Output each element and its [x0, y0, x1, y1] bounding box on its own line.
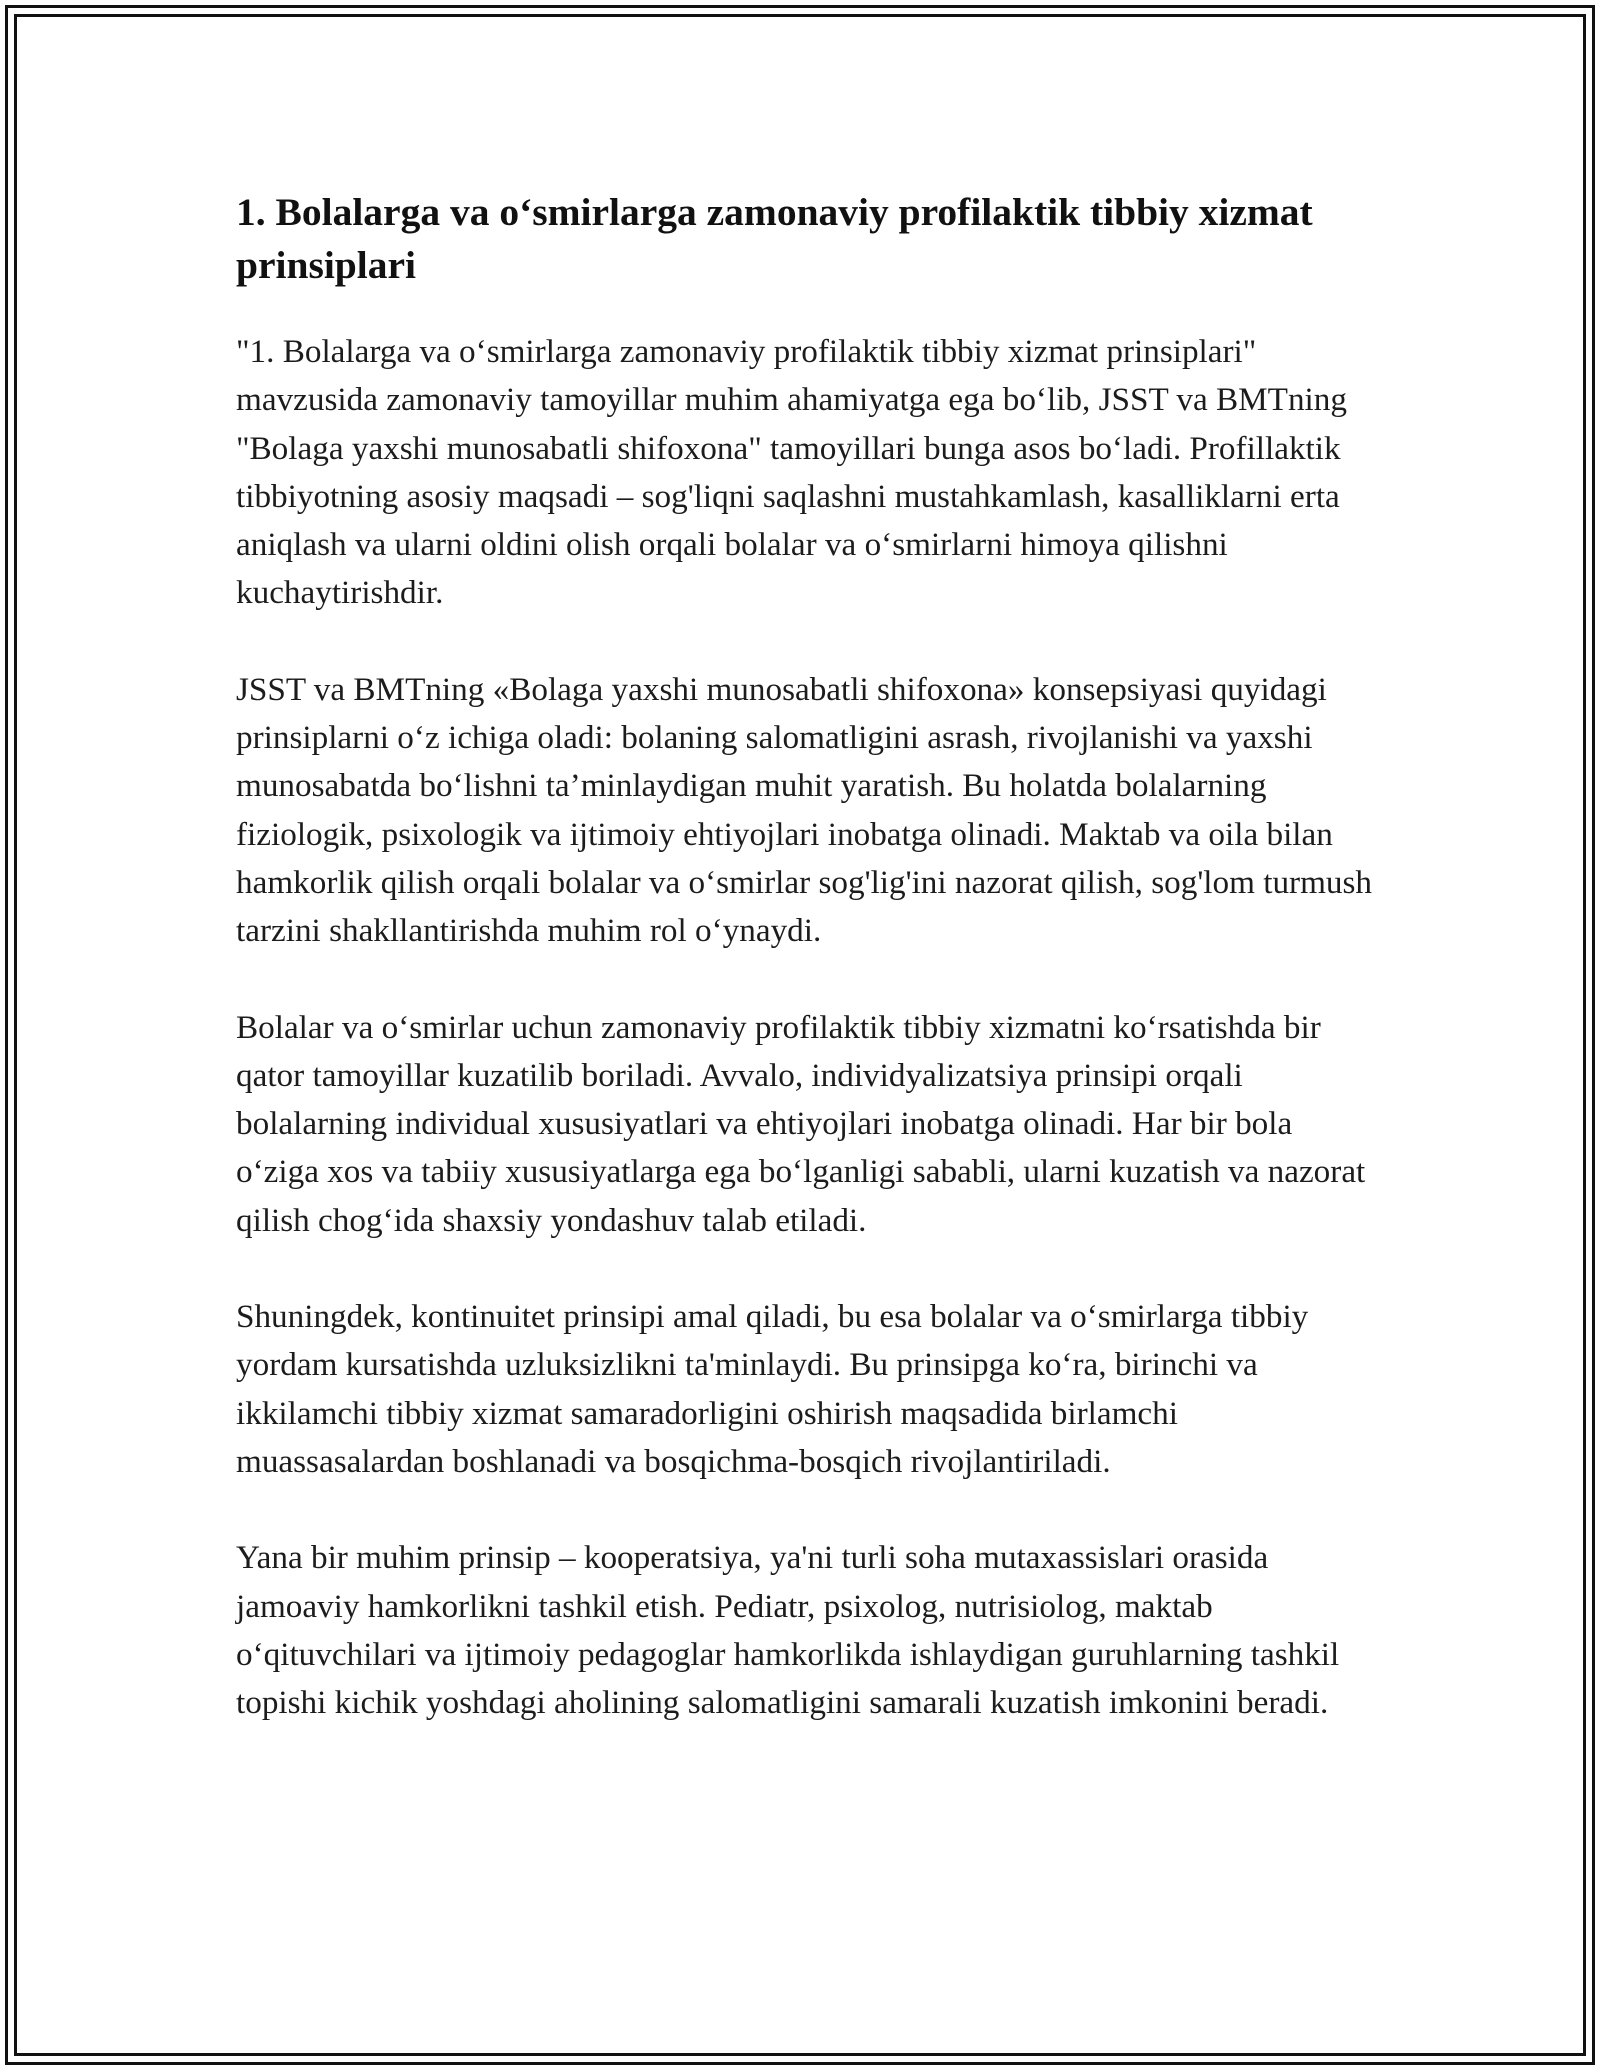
paragraph-individualization: Bolalar va o‘smirlar uchun zamonaviy profilaktik tibbiy xizmatni ko‘rsatishda bir qator tamoyillar kuzatilib boriladi. Avvalo, individyalizatsiya prinsipi orqali bolalarning individual xususiyatlari va ehtiyojlari inobatga olinadi. Har bir bola o‘ziga xos va tabiiy xususiyatlarga ega bo‘lganligi sababli, ularni kuzatish va nazorat qilish chog‘ida shaxsiy yondashuv talab etiladi. [236, 1008, 1366, 1239]
paragraph-cooperation: Yana bir muhim prinsip – kooperatsiya, ya'ni turli soha mutaxassislari orasida jamoaviy hamkorlikni tashkil etish. Pediatr, psixolog, nutrisiolog, maktab o‘qituvchilari va ijtimoiy pedagoglar hamkorlikda ishlaydigan guruhlarning tashkil topishi kichik yoshdagi aholining salomatligini samarali kuzatish imkonini beradi. [236, 1539, 1340, 1722]
document-title: 1. Bolalarga va o‘smirlarga zamonaviy profilaktik tibbiy xizmat prinsiplari [236, 190, 1313, 287]
document-page [236, 186, 1372, 1775]
paragraph-continuity: Shuningdek, kontinuitet prinsipi amal qiladi, bu esa bolalar va o‘smirlarga tibbiy yordam kursatishda uzluksizlikni ta'minlaydi. Bu prinsipga ko‘ra, birinchi va ikkilamchi tibbiy xizmat samaradorligini oshirish maqsadida birlamchi muassasalardan boshlanadi va bosqichma-bosqich rivojlantiriladi. [236, 1298, 1309, 1480]
paragraph-introduction: "1. Bolalarga va o‘smirlarga zamonaviy profilaktik tibbiy xizmat prinsiplari" mavzusida zamonaviy tamoyillar muhim ahamiyatga ega bo‘lib, JSST va BMTning "Bolaga yaxshi munosabatli shifoxona" tamoyillari bunga asos bo‘ladi. Profillaktik tibbiyotning asosiy maqsadi – sog'liqni saqlashni mustahkamlash, kasalliklarni erta aniqlash va ularni oldini olish orqali bolalar va o‘smirlarni himoya qilishni kuchaytirishdir. [236, 333, 1347, 612]
paragraph-concept: JSST va BMTning «Bolaga yaxshi munosabatli shifoxona» konsepsiyasi quyidagi prinsiplarni o‘z ichiga oladi: bolaning salomatligini asrash, rivojlanishi va yaxshi munosabatda bo‘lishni ta’minlaydigan muhit yaratish. Bu holatda bolalarning fiziologik, psixologik va ijtimoiy ehtiyojlari inobatga olinadi. Maktab va oila bilan hamkorlik qilish orqali bolalar va o‘smirlar sog'lig'ini nazorat qilish, sog'lom turmush tarzini shakllantirishda muhim rol o‘ynaydi. [236, 670, 1373, 950]
